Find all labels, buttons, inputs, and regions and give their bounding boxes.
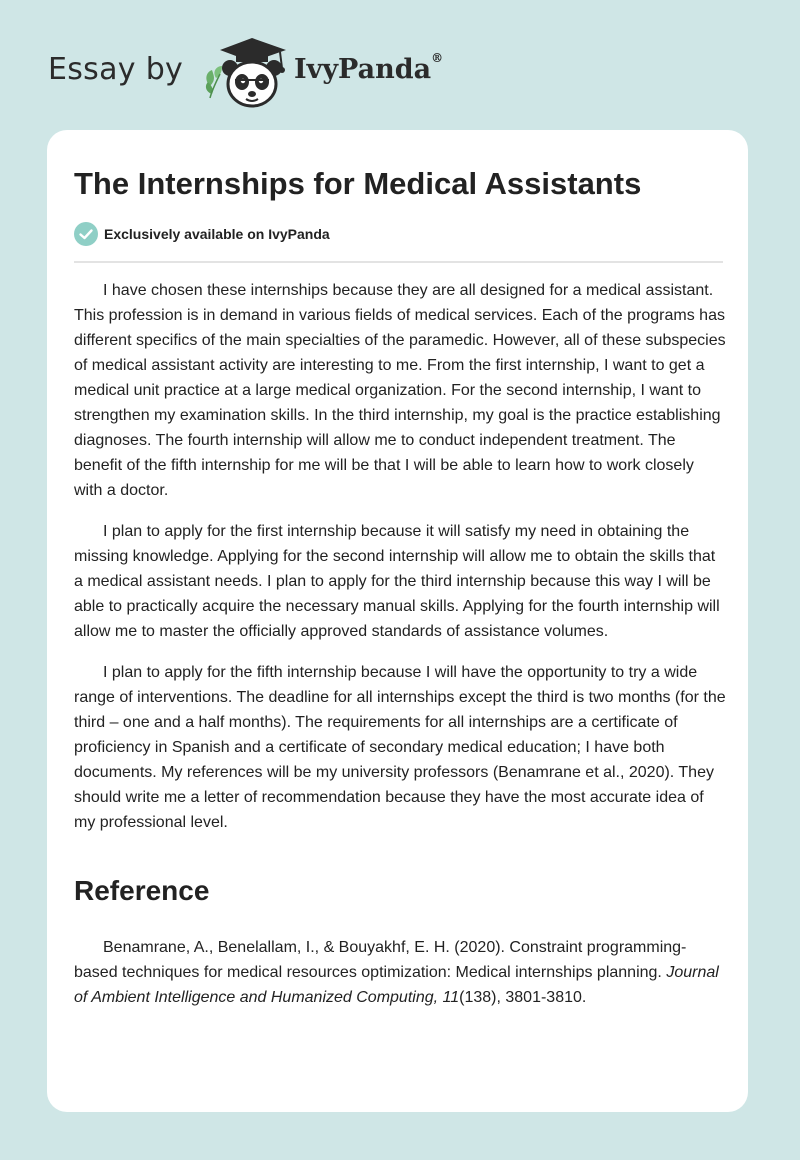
exclusive-badge: [74, 222, 330, 246]
essay-card: [47, 130, 748, 1112]
body-paragraph: I plan to apply for the fifth internship because I will have the opportunity to try a wide range of interventions. The deadline for all internships except the third is two months (for the third – one and a half months). The requirements for all internships are a certificate of proficiency in Spanish and a certificate of secondary medical education; I have both documents. My references will be my university professors (Benamrane et al., 2020). They should write me a letter of recommendation because they have the most accurate idea of my professional level.: [74, 664, 726, 831]
reference-entry: [74, 935, 726, 1010]
brand-name[interactable]: IvyPanda®: [294, 51, 444, 85]
divider: [74, 261, 723, 263]
body-paragraph: I have chosen these internships because they are all designed for a medical assistant. This profession is in demand in various fields of medical services. Each of the programs has different specifics of the main specialties of the paramedic. However, all of these subspecies of medical assistant activity are interesting to me. From the first internship, I want to get a medical unit practice at a large medical organization. For the second internship, I want to strengthen my examination skills. In the third internship, my goal is the practice establishing diagnoses. The fourth internship will allow me to conduct independent treatment. The benefit of the fifth internship for me will be that I will be able to learn how to work closely with a doctor.: [74, 282, 726, 499]
check-circle-icon: [74, 222, 98, 246]
essay-body: [74, 278, 726, 851]
reference-heading: Reference: [74, 875, 210, 906]
reference-authors-title: Benamrane, A., Benelallam, I., & Bouyakhf, E. H. (2020). Constraint programming-based techniques for medical resources optimization: Medical internships planning.: [74, 939, 687, 981]
registered-mark: ®: [431, 51, 444, 65]
panda-graduate-logo-icon[interactable]: [202, 34, 292, 110]
brand-prefix: Essay by: [48, 52, 184, 87]
reference-issue-pages: (138), 3801-3810.: [459, 989, 587, 1006]
site-header: [48, 34, 508, 110]
body-paragraph: I plan to apply for the first internship because it will satisfy my need in obtaining the missing knowledge. Applying for the second internship will allow me to obtain the skills that a medical assistant needs. I plan to apply for the third internship because this way I will be able to practically acquire the necessary manual skills. Applying for the fourth internship will allow me to master the officially approved standards of assistance volumes.: [74, 523, 720, 640]
page-title: The Internships for Medical Assistants: [74, 166, 642, 201]
exclusive-badge-text: Exclusively available on IvyPanda: [104, 226, 330, 242]
reference-journal: Journal of Ambient Intelligence and Humanized Computing, 11: [74, 964, 719, 1006]
